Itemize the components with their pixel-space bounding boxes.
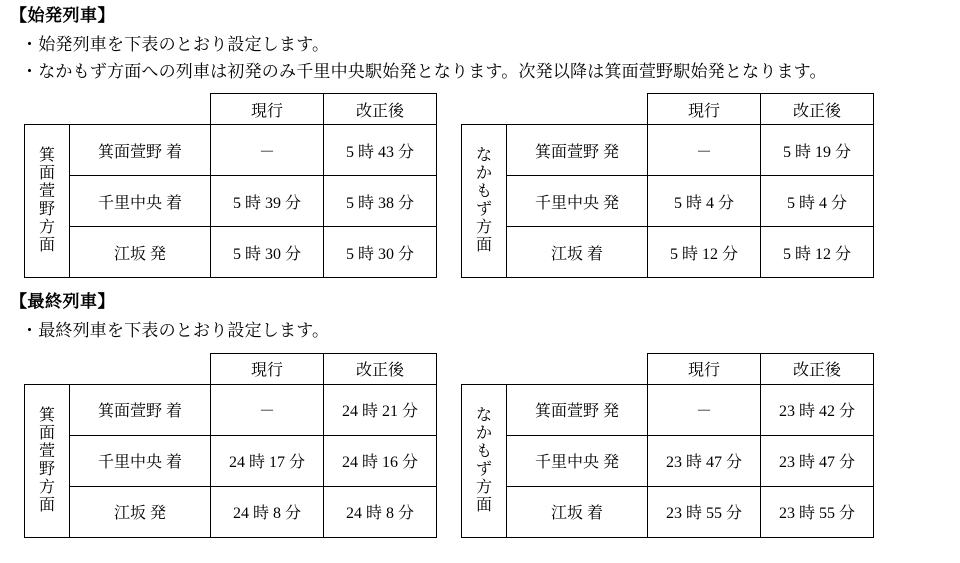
section-spacer	[8, 278, 952, 292]
schedule-table-nakamozu-first	[461, 93, 874, 278]
table-row	[25, 176, 437, 227]
time-current: 24 時 8 分	[211, 486, 324, 537]
direction-label	[25, 125, 70, 278]
corner-cell	[25, 353, 70, 384]
table-row	[462, 176, 874, 227]
time-revised: 24 時 21 分	[324, 384, 437, 435]
time-current: 23 時 55 分	[648, 486, 761, 537]
direction-label-text: なかもず方面	[475, 407, 492, 514]
time-revised: 5 時 19 分	[761, 125, 874, 176]
table-row	[462, 125, 874, 176]
notes-list-first-train	[8, 32, 952, 85]
column-header-current: 現行	[211, 353, 324, 384]
table-header-row	[462, 94, 874, 125]
tables-row-first-train	[24, 93, 952, 278]
time-current: 5 時 12 分	[648, 227, 761, 278]
column-header-stop	[507, 94, 648, 125]
column-header-stop	[507, 353, 648, 384]
schedule-table-minoh-kayano-first	[24, 93, 437, 278]
time-current: 5 時 4 分	[648, 176, 761, 227]
column-header-stop	[70, 94, 211, 125]
time-current: －	[211, 125, 324, 176]
column-header-current: 現行	[648, 94, 761, 125]
column-header-revised: 改正後	[324, 94, 437, 125]
direction-label-text: 箕面萱野方面	[38, 407, 55, 514]
table-row	[462, 227, 874, 278]
stop-name: 江坂 着	[507, 486, 648, 537]
schedule-table-nakamozu-last	[461, 353, 874, 538]
stop-name: 江坂 発	[70, 486, 211, 537]
column-header-revised: 改正後	[761, 353, 874, 384]
column-header-revised: 改正後	[324, 353, 437, 384]
time-current: －	[211, 384, 324, 435]
section-heading-last-train: 【最終列車】	[10, 292, 115, 312]
time-current: －	[648, 125, 761, 176]
stop-name: 江坂 着	[507, 227, 648, 278]
note-item: ・始発列車を下表のとおり設定します。	[21, 35, 330, 55]
stop-name: 箕面萱野 発	[507, 384, 648, 435]
time-current: 5 時 39 分	[211, 176, 324, 227]
column-header-current: 現行	[648, 353, 761, 384]
direction-label	[462, 125, 507, 278]
time-current: －	[648, 384, 761, 435]
time-revised: 5 時 12 分	[761, 227, 874, 278]
table-header-row	[25, 94, 437, 125]
time-revised: 5 時 4 分	[761, 176, 874, 227]
tables-row-last-train	[24, 353, 952, 538]
note-item: ・最終列車を下表のとおり設定します。	[21, 321, 330, 341]
stop-name: 千里中央 発	[507, 176, 648, 227]
schedule-table-minoh-kayano-last	[24, 353, 437, 538]
time-revised: 24 時 8 分	[324, 486, 437, 537]
time-revised: 5 時 43 分	[324, 125, 437, 176]
stop-name: 江坂 発	[70, 227, 211, 278]
table-row	[462, 486, 874, 537]
table-row	[25, 486, 437, 537]
notes-list-last-train	[8, 318, 952, 344]
stop-name: 箕面萱野 着	[70, 125, 211, 176]
table-row	[25, 125, 437, 176]
table-header-row	[462, 353, 874, 384]
corner-cell	[25, 94, 70, 125]
direction-label-text: なかもず方面	[475, 147, 492, 254]
column-header-revised: 改正後	[761, 94, 874, 125]
column-header-stop	[70, 353, 211, 384]
table-row	[462, 384, 874, 435]
time-current: 23 時 47 分	[648, 435, 761, 486]
time-revised: 23 時 55 分	[761, 486, 874, 537]
time-revised: 5 時 38 分	[324, 176, 437, 227]
stop-name: 千里中央 着	[70, 176, 211, 227]
section-heading-first-train: 【始発列車】	[10, 6, 115, 25]
time-revised: 5 時 30 分	[324, 227, 437, 278]
corner-cell	[462, 94, 507, 125]
time-revised: 24 時 16 分	[324, 435, 437, 486]
time-current: 5 時 30 分	[211, 227, 324, 278]
time-current: 24 時 17 分	[211, 435, 324, 486]
table-row	[25, 435, 437, 486]
direction-label-text: 箕面萱野方面	[38, 147, 55, 254]
stop-name: 箕面萱野 発	[507, 125, 648, 176]
stop-name: 千里中央 着	[70, 435, 211, 486]
stop-name: 箕面萱野 着	[70, 384, 211, 435]
note-item: ・なかもず方面への列車は初発のみ千里中央駅始発となります。次発以降は箕面萱野駅始発となります。	[21, 61, 827, 81]
table-row	[462, 435, 874, 486]
direction-label	[462, 384, 507, 537]
table-header-row	[25, 353, 437, 384]
table-row	[25, 384, 437, 435]
stop-name: 千里中央 発	[507, 435, 648, 486]
time-revised: 23 時 42 分	[761, 384, 874, 435]
time-revised: 23 時 47 分	[761, 435, 874, 486]
direction-label	[25, 384, 70, 537]
corner-cell	[462, 353, 507, 384]
table-row	[25, 227, 437, 278]
column-header-current: 現行	[211, 94, 324, 125]
